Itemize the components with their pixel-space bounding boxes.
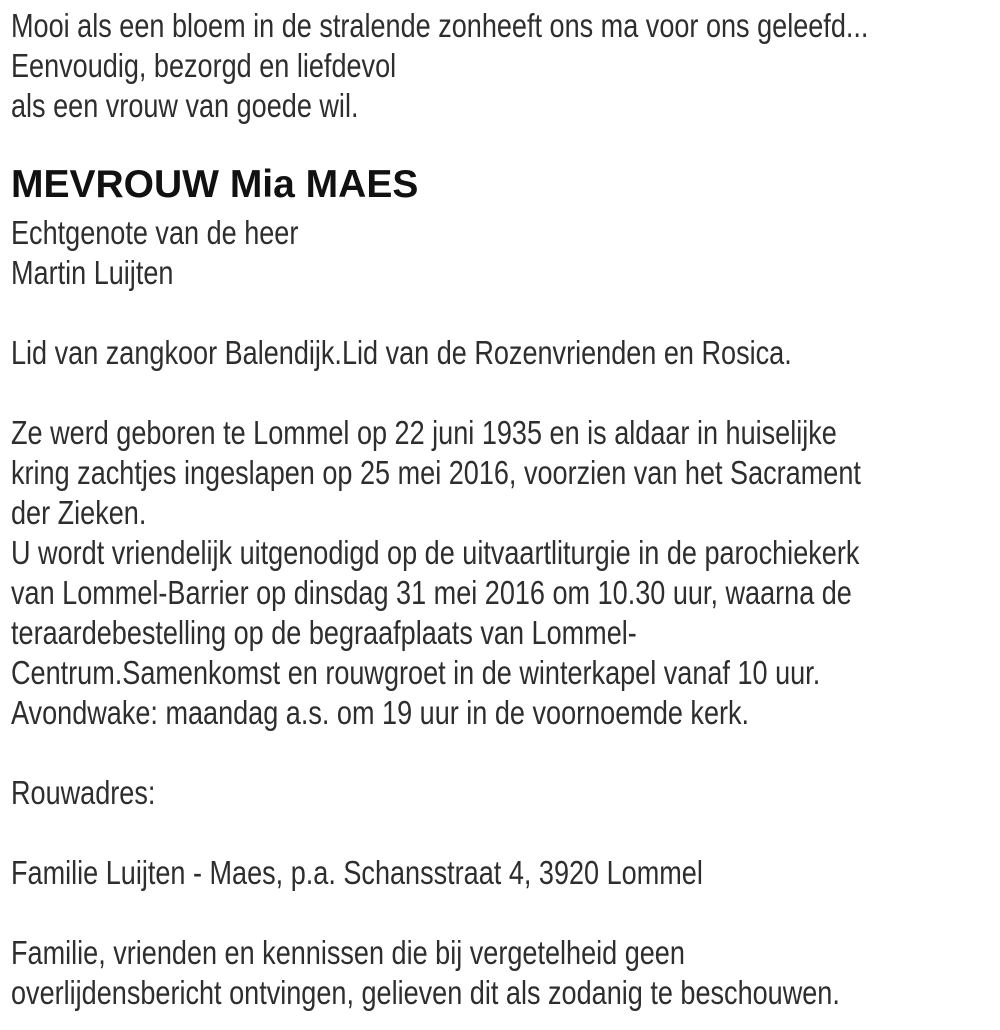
blank-line (11, 293, 1000, 333)
announcement-line-3: der Zieken. (11, 494, 147, 531)
membership (11, 333, 1000, 373)
epigraph-line-3: als een vrouw van goede wil. (11, 87, 359, 124)
announcement-line-5: van Lommel-Barrier op dinsdag 31 mei 2016 om 10.30 uur, waarna de (11, 574, 852, 611)
epigraph (11, 6, 1000, 126)
mourning-address (11, 853, 1000, 893)
mourning-address-section (11, 773, 1000, 813)
blank-line (11, 733, 1000, 773)
relation-line-1: Echtgenote van de heer (11, 214, 299, 251)
closing (11, 933, 1000, 1013)
epigraph-line-1: Mooi als een bloem in de stralende zonheeft ons ma voor ons geleefd... (11, 7, 869, 44)
announcement-line-1: Ze werd geboren te Lommel op 22 juni 1935 en is aldaar in huiselijke (11, 414, 837, 451)
announcement-line-2: kring zachtjes ingeslapen op 25 mei 2016, voorzien van het Sacrament (11, 454, 861, 491)
blank-line (11, 373, 1000, 413)
closing-line-1: Familie, vrienden en kennissen die bij vergetelheid geen (11, 934, 685, 971)
blank-line (11, 893, 1000, 933)
announcement-line-7: Centrum.Samenkomst en rouwgroet in de winterkapel vanaf 10 uur. (11, 654, 821, 691)
deceased-name: MEVROUW Mia MAES (11, 163, 419, 206)
mourning-address-label: Rouwadres: (11, 774, 156, 811)
membership-line: Lid van zangkoor Balendijk.Lid van de Rozenvrienden en Rosica. (11, 334, 792, 371)
announcement-line-8: Avondwake: maandag a.s. om 19 uur in de voornoemde kerk. (11, 694, 750, 731)
announcement (11, 413, 1000, 733)
relation-line-2: Martin Luijten (11, 254, 174, 291)
blank-line (11, 813, 1000, 853)
announcement-line-4: U wordt vriendelijk uitgenodigd op de uitvaartliturgie in de parochiekerk (11, 534, 860, 571)
closing-line-2: overlijdensbericht ontvingen, gelieven dit als zodanig te beschouwen. (11, 974, 840, 1011)
announcement-line-6: teraardebestelling op de begraafplaats van Lommel- (11, 614, 637, 651)
mourning-address-value: Familie Luijten - Maes, p.a. Schansstraat 4, 3920 Lommel (11, 854, 703, 891)
relation (11, 213, 1000, 293)
epigraph-line-2: Eenvoudig, bezorgd en liefdevol (11, 47, 397, 84)
